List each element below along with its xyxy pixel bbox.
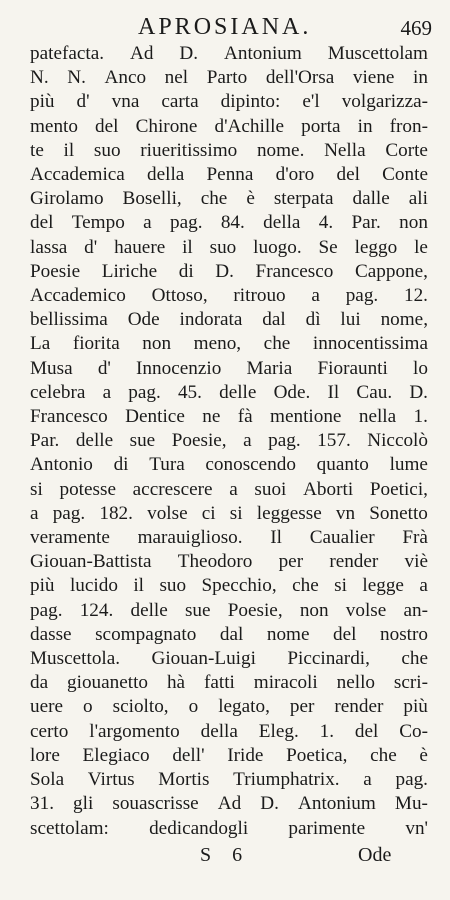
text-line: [30, 260, 428, 284]
word: dal: [262, 309, 286, 331]
word: Accademico: [30, 285, 126, 307]
word: accrescere: [132, 478, 213, 500]
word: a: [243, 430, 252, 452]
word: d': [84, 236, 98, 258]
word: a: [363, 769, 372, 791]
word: hauere: [114, 236, 166, 258]
word: vn: [335, 502, 356, 524]
word: riueritissimo: [140, 139, 238, 161]
word: te: [30, 139, 44, 161]
word: viene: [352, 67, 395, 89]
word: Poetici,: [369, 478, 428, 500]
word: a: [102, 381, 112, 403]
word: fatti: [203, 672, 235, 694]
word: più: [30, 91, 55, 113]
word: scompagnato: [95, 623, 197, 645]
word: 182.: [99, 502, 133, 524]
word: ne: [202, 406, 221, 428]
word: Muscettolam: [327, 43, 428, 64]
word: Girolamo: [30, 188, 104, 210]
word: a: [30, 502, 39, 524]
text-line: [30, 381, 428, 405]
word: parimente: [288, 817, 366, 839]
word: della: [263, 212, 301, 234]
word: viè: [404, 551, 428, 573]
word: celebra: [30, 381, 86, 403]
word: Tura: [149, 454, 185, 476]
word: pag.: [395, 769, 428, 791]
word: Maria: [246, 357, 293, 379]
catchword: Ode: [358, 844, 392, 866]
word: d'oro: [275, 164, 315, 186]
word: Poetica,: [286, 744, 348, 766]
word: nome: [266, 623, 310, 645]
word: Giouan-Battista: [30, 551, 152, 573]
word: ali: [408, 188, 428, 210]
word: Cappone,: [354, 260, 428, 282]
word: Ad: [129, 43, 154, 64]
word: non: [399, 212, 428, 234]
text-line: [30, 453, 428, 477]
word: lo: [413, 357, 428, 379]
word: Iride: [227, 744, 264, 766]
word: Innocenzio: [136, 357, 222, 379]
word: Aborti: [303, 478, 354, 500]
text-line: [30, 817, 428, 841]
word: per: [278, 551, 304, 573]
word: Musa: [30, 357, 73, 379]
word: Se: [318, 236, 338, 258]
text-line: [30, 478, 428, 502]
text-line: [30, 163, 428, 187]
page-number: 469: [400, 16, 432, 40]
word: pag.: [30, 599, 63, 621]
text-line: [30, 90, 428, 114]
text-line: [30, 284, 428, 308]
word: delle: [219, 381, 257, 403]
text-line: [30, 768, 428, 792]
word: Ottoso,: [151, 285, 208, 307]
word: lucido: [69, 575, 118, 597]
page-header: [0, 14, 450, 44]
word: 84.: [220, 212, 245, 234]
word: e'l: [302, 91, 320, 113]
word: Anco: [104, 67, 147, 89]
word: lume: [389, 454, 428, 476]
word: porta: [301, 115, 341, 137]
word: pag.: [345, 285, 379, 307]
word: che: [370, 744, 397, 766]
word: dasse: [30, 623, 72, 645]
word: che: [292, 575, 319, 597]
text-line: [30, 720, 428, 744]
word: Eleg.: [258, 720, 299, 742]
word: dell': [172, 744, 205, 766]
word: pag.: [268, 430, 301, 452]
word: Triumphatrix.: [233, 769, 340, 791]
word: Par.: [30, 430, 60, 452]
word: il: [133, 575, 145, 597]
word: La: [30, 333, 51, 355]
word: Antonium: [298, 793, 376, 815]
word: lassa: [30, 236, 68, 258]
word: luogo.: [253, 236, 302, 258]
word: lore: [30, 744, 60, 766]
word: Antonio: [30, 454, 93, 476]
word: d'Achille: [214, 115, 285, 137]
word: nel: [164, 67, 189, 89]
word: a: [419, 575, 428, 597]
text-line: [30, 405, 428, 429]
word: D.: [260, 793, 279, 815]
word: Caualier: [309, 527, 375, 549]
word: si: [30, 478, 43, 500]
word: Francesco: [30, 406, 108, 428]
text-line: [30, 526, 428, 550]
word: a: [143, 212, 152, 234]
word: d': [76, 91, 90, 113]
word: hà: [166, 672, 186, 694]
word: Sonetto: [369, 502, 428, 524]
word: dipinto:: [220, 91, 281, 113]
word: legge: [362, 575, 404, 597]
word: Specchio,: [201, 575, 277, 597]
word: leggo: [354, 236, 398, 258]
word: leggesse: [256, 502, 322, 524]
word: scettolam:: [30, 817, 109, 839]
text-line: [30, 502, 428, 526]
word: da: [30, 672, 49, 694]
text-line: [30, 236, 428, 260]
word: dalle: [352, 188, 390, 210]
word: marauiglioso.: [137, 527, 243, 549]
word: Frà: [402, 527, 428, 549]
word: fà: [237, 406, 253, 428]
word: il: [182, 236, 193, 258]
word: innocentissima: [312, 333, 428, 355]
word: Ad: [217, 793, 242, 815]
word: o: [188, 696, 199, 718]
text-line: [30, 42, 428, 66]
text-line: [30, 66, 428, 90]
word: Giouan-Luigi: [151, 648, 256, 670]
word: è: [246, 188, 255, 210]
text-line: [30, 695, 428, 719]
text-line: [30, 671, 428, 695]
word: nome.: [256, 139, 305, 161]
word: Accademica: [30, 164, 125, 186]
word: 124.: [79, 599, 114, 621]
word: Par.: [351, 212, 381, 234]
word: Cau.: [356, 381, 393, 403]
text-line: [30, 647, 428, 671]
text-line: [30, 623, 428, 647]
word: Co-: [399, 720, 428, 742]
word: del: [30, 212, 54, 234]
word: vn': [405, 817, 428, 839]
word: del: [354, 720, 379, 742]
word: pag.: [52, 502, 86, 524]
word: della: [200, 720, 238, 742]
word: meno,: [193, 333, 242, 355]
word: 12.: [403, 285, 428, 307]
word: che: [200, 188, 228, 210]
word: bellissima: [30, 309, 108, 331]
word: Parto: [206, 67, 248, 89]
word: Ode: [127, 309, 160, 331]
word: sue: [184, 599, 211, 621]
word: l'argomento: [89, 720, 180, 742]
word: Chirone: [135, 115, 198, 137]
word: mento: [30, 115, 78, 137]
word: Piccinardi,: [287, 648, 370, 670]
word: che: [263, 333, 291, 355]
word: uere: [30, 696, 64, 718]
word: del: [336, 164, 360, 186]
word: D.: [215, 260, 234, 282]
text-line: [30, 211, 428, 235]
word: le: [414, 236, 428, 258]
word: mentione: [270, 406, 342, 428]
word: lui: [340, 309, 361, 331]
word: che: [401, 648, 428, 670]
word: volse: [147, 502, 188, 524]
word: Antonium: [224, 43, 302, 64]
word: quanto: [316, 454, 369, 476]
word: della: [147, 164, 185, 186]
word: si: [229, 502, 243, 524]
word: Boselli,: [122, 188, 182, 210]
word: Fioraunti: [317, 357, 388, 379]
word: non: [142, 333, 172, 355]
word: d': [97, 357, 111, 379]
word: dì: [305, 309, 321, 331]
word: N.: [30, 67, 49, 89]
word: si: [334, 575, 347, 597]
word: sciolto,: [112, 696, 169, 718]
word: non: [299, 599, 329, 621]
word: di: [178, 260, 194, 282]
word: delle: [75, 430, 114, 452]
word: in: [357, 115, 373, 137]
word: pag.: [128, 381, 161, 403]
word: D.: [179, 43, 199, 64]
word: certo: [30, 720, 69, 742]
word: Sola: [30, 769, 65, 791]
text-line: [30, 550, 428, 574]
text-line: [30, 187, 428, 211]
word: giouanetto: [67, 672, 149, 694]
word: 45.: [177, 381, 202, 403]
word: suo: [159, 575, 187, 597]
word: più: [403, 696, 428, 718]
word: a: [229, 478, 238, 500]
text-line: [30, 308, 428, 332]
word: Il: [327, 381, 340, 403]
word: del: [95, 115, 119, 137]
word: o: [83, 696, 93, 718]
word: Niccolò: [367, 430, 428, 452]
word: Poesie,: [227, 599, 283, 621]
word: suoi: [254, 478, 287, 500]
word: souascrisse: [112, 793, 199, 815]
word: Mu-: [394, 793, 428, 815]
word: an-: [403, 599, 428, 621]
word: potesse: [59, 478, 116, 500]
word: veramente: [30, 527, 110, 549]
word: scri-: [393, 672, 428, 694]
text-line: [30, 792, 428, 816]
word: Ode.: [273, 381, 311, 403]
word: nome,: [380, 309, 428, 331]
word: il: [63, 139, 75, 161]
word: 4.: [318, 212, 334, 234]
word: sterpata: [273, 188, 334, 210]
word: ritrouo: [233, 285, 286, 307]
text-line: [30, 139, 428, 163]
text-line: [30, 357, 428, 381]
word: Poesie,: [171, 430, 227, 452]
text-line: [30, 115, 428, 139]
word: Virtus: [87, 769, 135, 791]
word: volse: [345, 599, 387, 621]
word: Nella: [324, 139, 366, 161]
word: dedicandogli: [149, 817, 249, 839]
word: render: [329, 551, 379, 573]
word: Il: [270, 527, 282, 549]
text-body: [30, 42, 428, 841]
word: Poesie: [30, 260, 81, 282]
page-footer: [0, 844, 450, 874]
word: dell'Orsa: [265, 67, 335, 89]
word: dal: [219, 623, 244, 645]
word: 1.: [413, 406, 428, 428]
word: è: [419, 744, 428, 766]
signature-mark: S 6: [200, 844, 251, 866]
word: Penna: [206, 164, 254, 186]
word: patefacta.: [30, 43, 105, 64]
word: Elegiaco: [82, 744, 150, 766]
text-line: [30, 744, 428, 768]
word: Liriche: [101, 260, 158, 282]
word: render: [334, 696, 384, 718]
word: gli: [73, 793, 94, 815]
word: suo: [93, 139, 121, 161]
word: 157.: [317, 430, 351, 452]
word: nello: [336, 672, 375, 694]
word: pag.: [169, 212, 203, 234]
word: nostro: [380, 623, 428, 645]
word: miracoli: [253, 672, 318, 694]
word: D.: [409, 381, 428, 403]
word: più: [30, 575, 55, 597]
word: Theodoro: [177, 551, 253, 573]
text-line: [30, 599, 428, 623]
word: suo: [209, 236, 237, 258]
word: Conte: [382, 164, 428, 186]
word: indorata: [179, 309, 243, 331]
word: di: [113, 454, 129, 476]
text-line: [30, 429, 428, 453]
word: sue: [129, 430, 156, 452]
word: legato,: [218, 696, 270, 718]
text-line: [30, 574, 428, 598]
word: Tempo: [71, 212, 125, 234]
word: N.: [67, 67, 86, 89]
word: 1.: [319, 720, 335, 742]
word: fiorita: [72, 333, 120, 355]
word: in: [413, 67, 428, 89]
word: nella: [358, 406, 397, 428]
word: per: [289, 696, 315, 718]
word: Francesco: [255, 260, 334, 282]
word: ci: [201, 502, 216, 524]
word: fron-: [389, 115, 428, 137]
word: vna: [111, 91, 140, 113]
running-title: APROSIANA.: [138, 14, 312, 40]
word: conoscendo: [205, 454, 296, 476]
word: 31.: [30, 793, 54, 815]
word: carta: [161, 91, 199, 113]
text-line: [30, 332, 428, 356]
word: Corte: [385, 139, 428, 161]
word: del: [333, 623, 357, 645]
word: volgarizza-: [341, 91, 428, 113]
word: Mortis: [158, 769, 210, 791]
word: a: [311, 285, 320, 307]
word: delle: [130, 599, 168, 621]
word: Muscettola.: [30, 648, 121, 670]
word: Dentice: [125, 406, 185, 428]
